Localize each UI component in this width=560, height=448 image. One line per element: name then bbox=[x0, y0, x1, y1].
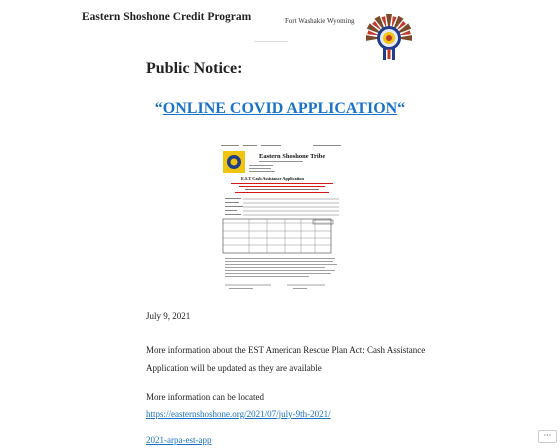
site-description: Fort Washakie Wyoming bbox=[285, 17, 355, 25]
site-title[interactable]: Eastern Shoshone Credit Program bbox=[82, 11, 252, 23]
form-tribe-name: Eastern Shoshone Tribe bbox=[259, 153, 326, 160]
covid-application-link[interactable]: ONLINE COVID APPLICATION bbox=[162, 100, 398, 117]
entry-title: Public Notice: bbox=[146, 60, 243, 77]
quote-open: “ bbox=[154, 100, 163, 117]
covid-application-line bbox=[0, 100, 560, 118]
application-form-image[interactable] bbox=[221, 143, 343, 291]
form-title: E.S.T Cash Assistance Application bbox=[241, 176, 304, 181]
more-options-button[interactable]: ··· bbox=[538, 430, 557, 443]
post-date: July 9, 2021 bbox=[146, 311, 191, 321]
header-divider bbox=[254, 41, 288, 42]
more-info-link[interactable]: https://easternshoshone.org/2021/07/july-9th-2021/ bbox=[146, 409, 331, 419]
info-paragraph: More information about the EST American Rescue Plan Act: Cash Assistance Application will be updated as they are available bbox=[146, 345, 426, 373]
site-logo[interactable] bbox=[366, 13, 412, 61]
more-info-text: More information can be located bbox=[146, 392, 264, 402]
quote-close: “ bbox=[397, 100, 406, 117]
more-info-paragraph bbox=[146, 389, 436, 423]
arpa-app-link[interactable]: 2021-arpa-est-app bbox=[146, 435, 212, 445]
